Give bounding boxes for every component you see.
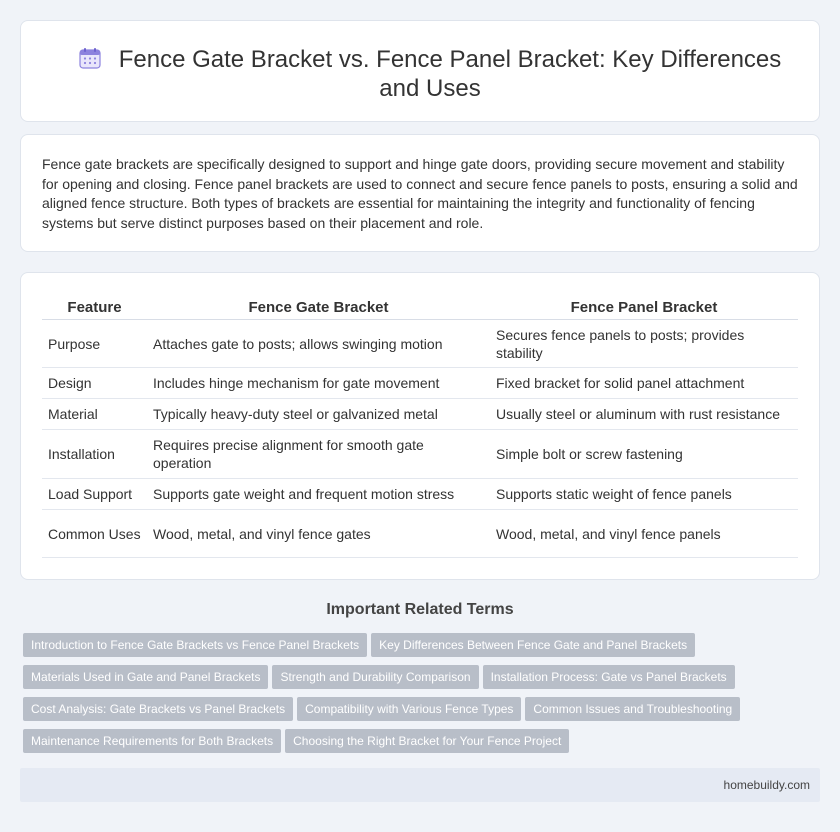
- table-row: [42, 399, 798, 430]
- tag-row: [23, 729, 823, 753]
- feature-cell: Material: [42, 399, 147, 430]
- related-term-link[interactable]: Cost Analysis: Gate Brackets vs Panel Brackets: [23, 697, 293, 721]
- related-term-link[interactable]: Maintenance Requirements for Both Brackets: [23, 729, 281, 753]
- footer-bar: [20, 768, 820, 802]
- gate-cell: Wood, metal, and vinyl fence gates: [147, 510, 490, 558]
- related-terms-title: Important Related Terms: [326, 601, 514, 618]
- table-row: [42, 368, 798, 399]
- gate-cell: Attaches gate to posts; allows swinging motion: [147, 320, 490, 368]
- table-row: [42, 320, 798, 368]
- table-row: [42, 510, 798, 558]
- related-term-link[interactable]: Compatibility with Various Fence Types: [297, 697, 521, 721]
- related-term-link[interactable]: Materials Used in Gate and Panel Brackets: [23, 665, 268, 689]
- header-card: [20, 20, 820, 122]
- feature-cell: Installation: [42, 430, 147, 479]
- related-term-link[interactable]: Installation Process: Gate vs Panel Brackets: [483, 665, 735, 689]
- related-term-link[interactable]: Strength and Durability Comparison: [272, 665, 478, 689]
- panel-cell: Wood, metal, and vinyl fence panels: [490, 510, 798, 558]
- intro-card: [20, 134, 820, 252]
- comparison-card: [20, 272, 820, 580]
- table-header-row: [42, 295, 798, 320]
- table-row: [42, 430, 798, 479]
- page-title: [61, 45, 799, 103]
- feature-cell: Load Support: [42, 479, 147, 510]
- gate-cell: Supports gate weight and frequent motion stress: [147, 479, 490, 510]
- panel-cell: Supports static weight of fence panels: [490, 479, 798, 510]
- related-term-link[interactable]: Introduction to Fence Gate Brackets vs Fence Panel Brackets: [23, 633, 367, 657]
- site-name[interactable]: homebuildy.com: [723, 778, 810, 792]
- related-term-link[interactable]: Key Differences Between Fence Gate and Panel Brackets: [371, 633, 695, 657]
- related-terms-list: [23, 633, 823, 761]
- panel-cell: Simple bolt or screw fastening: [490, 430, 798, 479]
- feature-cell: Purpose: [42, 320, 147, 368]
- header-gate-bracket: Fence Gate Bracket: [147, 295, 490, 320]
- tag-row: [23, 633, 823, 657]
- title-wrap: [61, 45, 799, 103]
- feature-cell: Common Uses: [42, 510, 147, 558]
- panel-cell: Secures fence panels to posts; provides stability: [490, 320, 798, 368]
- feature-cell: Design: [42, 368, 147, 399]
- panel-cell: Fixed bracket for solid panel attachment: [490, 368, 798, 399]
- header-panel-bracket: Fence Panel Bracket: [490, 295, 798, 320]
- calendar-icon: [79, 47, 101, 69]
- gate-cell: Includes hinge mechanism for gate movement: [147, 368, 490, 399]
- tag-row: [23, 665, 823, 689]
- header-feature: Feature: [42, 295, 147, 320]
- page-title-text: Fence Gate Bracket vs. Fence Panel Bracket: Key Differences and Uses: [118, 46, 782, 102]
- related-term-link[interactable]: Common Issues and Troubleshooting: [525, 697, 740, 721]
- gate-cell: Requires precise alignment for smooth gate operation: [147, 430, 490, 479]
- table-row: [42, 479, 798, 510]
- panel-cell: Usually steel or aluminum with rust resistance: [490, 399, 798, 430]
- comparison-table: [42, 295, 798, 558]
- related-term-link[interactable]: Choosing the Right Bracket for Your Fence Project: [285, 729, 569, 753]
- tag-row: [23, 697, 823, 721]
- intro-paragraph: Fence gate brackets are specifically designed to support and hinge gate doors, providing secure movement and stability for opening and closing. Fence panel brackets are used to connect and secure fence panels to posts, ensuring a solid and aligned fence structure. Both types of brackets are essential for maintaining the integrity and functionality of fencing systems but serve distinct purposes based on their placement and role.: [42, 156, 798, 231]
- gate-cell: Typically heavy-duty steel or galvanized metal: [147, 399, 490, 430]
